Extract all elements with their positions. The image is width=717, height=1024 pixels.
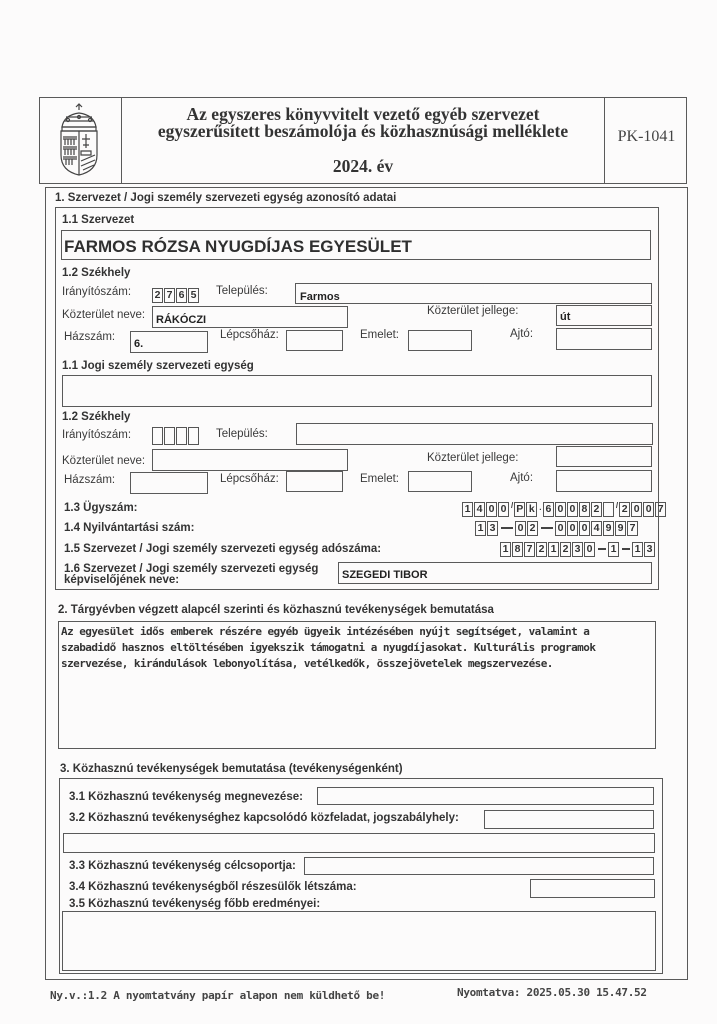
unit-zip-digit [176, 427, 187, 445]
seat-label: 1.2 Székhely [62, 267, 131, 279]
unit-stair-label: Lépcsőház: [220, 473, 279, 485]
zip-digit: 2 [152, 288, 163, 303]
door-label: Ajtó: [510, 328, 534, 340]
hungarian-coat-of-arms-icon [56, 103, 102, 177]
tax-digit: 1 [608, 542, 619, 557]
registry-digit: 0 [515, 521, 526, 536]
zip-digit: 6 [176, 288, 187, 303]
registry-number-field[interactable] [475, 520, 639, 536]
house-label: Házszám: [64, 331, 116, 343]
section2-title: 2. Tárgyévben végzett alapcél szerinti és közhasznú tevékenységek bemutatása [58, 604, 494, 616]
unit-floor-field[interactable] [408, 471, 472, 492]
case-digit: P [516, 502, 524, 515]
unit-name-field[interactable] [62, 375, 652, 407]
registry-digit: 3 [487, 521, 498, 536]
beneficiaries-field[interactable] [530, 879, 655, 898]
registry-dash [541, 527, 553, 529]
registry-digit: 1 [475, 521, 486, 536]
activities-text-line: szabadidő hasznos eltöltésében igyekszik támogatni a nyugdíjasokat. Kulturális programok [61, 641, 596, 654]
registry-dash [501, 527, 513, 529]
unit-house-field[interactable] [130, 472, 208, 494]
case-digit: 0 [555, 502, 566, 517]
tax-digit: 0 [584, 542, 595, 557]
activities-description-text [61, 624, 595, 672]
stair-label: Lépcsőház: [220, 329, 279, 341]
unit-city-field[interactable] [296, 423, 653, 445]
door-field[interactable] [556, 328, 652, 350]
registry-digit: 4 [591, 521, 602, 536]
activities-text-line: szervezése, kirándulások lebonyolítása, vetélkedők, összejövetelek megszervezése. [61, 657, 553, 670]
registry-digit: 0 [579, 521, 590, 536]
zip-digit: 5 [188, 288, 199, 303]
unit-stair-field[interactable] [286, 471, 343, 492]
case-digit: 1 [462, 502, 473, 517]
case-digit: 6 [543, 502, 554, 517]
activity-name-label: 3.1 Közhasznú tevékenység megnevezése: [69, 791, 303, 803]
tax-digit: 1 [500, 542, 511, 557]
tax-number-label: 1.5 Szervezet / Jogi személy szervezeti egység adószáma: [64, 543, 382, 555]
tax-digit: 3 [572, 542, 583, 557]
case-digit: 0 [498, 502, 509, 517]
registry-digit: 7 [627, 521, 638, 536]
zip-label: Irányítószám: [62, 286, 132, 298]
case-number-label: 1.3 Ügyszám: [64, 502, 138, 514]
stair-field[interactable] [286, 330, 343, 351]
house-value: 6. [134, 338, 144, 350]
case-digit: 2 [591, 502, 602, 517]
registry-digit: 9 [603, 521, 614, 536]
target-group-field[interactable] [304, 857, 654, 875]
unit-zip-digit [164, 427, 175, 445]
case-separator: / [511, 501, 514, 510]
results-label: 3.5 Közhasznú tevékenység főbb eredményei: [69, 898, 321, 910]
unit-street-type-field[interactable] [556, 446, 652, 467]
form-code: PK-1041 [617, 128, 676, 145]
unit-street-field[interactable] [152, 449, 348, 471]
registry-digit: 0 [555, 521, 566, 536]
tax-digit: 3 [644, 542, 655, 557]
case-digit [603, 502, 614, 517]
registry-digit: 9 [615, 521, 626, 536]
unit-seat-label: 1.2 Székhely [62, 411, 131, 423]
public-task-label: 3.2 Közhasznú tevékenységhez kapcsolódó közfeladat, jogszabályhely: [69, 812, 459, 824]
unit-zip-field[interactable] [152, 427, 200, 445]
tax-digit: 2 [536, 542, 547, 557]
target-group-label: 3.3 Közhasznú tevékenység célcsoportja: [69, 860, 296, 872]
representative-name-value: SZEGEDI TIBOR [342, 569, 428, 581]
activity-name-field[interactable] [317, 787, 654, 805]
case-digit: 7 [655, 502, 666, 517]
case-digit: 8 [579, 502, 590, 517]
city-label: Település: [216, 285, 268, 297]
beneficiaries-label: 3.4 Közhasznú tevékenységből részesülők létszáma: [69, 881, 357, 893]
case-digit: 0 [643, 502, 654, 517]
registry-digit: 2 [527, 521, 538, 536]
public-task-field[interactable] [484, 810, 654, 829]
street-type-field[interactable] [556, 305, 652, 326]
representative-label-line1: 1.6 Szervezet / Jogi személy szervezeti egység [64, 563, 319, 575]
org-label: 1.1 Szervezet [62, 214, 135, 226]
floor-field[interactable] [408, 330, 472, 351]
unit-street-label: Közterület neve: [62, 455, 146, 467]
tax-number-field[interactable] [500, 541, 656, 557]
case-digit: k [526, 502, 537, 517]
results-field[interactable] [62, 911, 656, 971]
case-digit: 2 [619, 502, 630, 517]
zip-digit: 7 [164, 288, 175, 303]
unit-city-label: Település: [216, 428, 268, 440]
unit-door-field[interactable] [556, 470, 652, 492]
case-digit: 4 [474, 502, 485, 517]
unit-zip-label: Irányítószám: [62, 429, 132, 441]
unit-floor-label: Emelet: [360, 473, 399, 485]
zip-field[interactable] [152, 287, 200, 303]
floor-label: Emelet: [360, 329, 399, 341]
tax-dash [622, 548, 630, 550]
section3-title: 3. Közhasznú tevékenységek bemutatása (tevékenységenként) [60, 763, 403, 775]
case-digit: 0 [631, 502, 642, 517]
tax-digit: 1 [632, 542, 643, 557]
tax-digit: 2 [560, 542, 571, 557]
tax-digit: 8 [512, 542, 523, 557]
unit-label: 1.1 Jogi személy szervezeti egység [62, 360, 254, 372]
unit-zip-digit [188, 427, 199, 445]
case-dot: · [539, 504, 542, 514]
unit-house-label: Házszám: [64, 474, 116, 486]
street-type-value: út [560, 311, 571, 323]
footer-notice: Ny.v.:1.2 A nyomtatvány papír alapon nem küldhető be! [50, 989, 386, 1002]
city-field[interactable] [295, 283, 652, 304]
header-year: 2024. év [332, 156, 394, 176]
unit-door-label: Ajtó: [510, 472, 534, 484]
case-number-field[interactable] [462, 501, 667, 517]
section1-title: 1. Szervezet / Jogi személy szervezeti egység azonosító adatai [55, 192, 397, 204]
tax-dash [598, 548, 606, 550]
tax-digit: 7 [524, 542, 535, 557]
footer-print-timestamp: Nyomtatva: 2025.05.30 15.47.52 [457, 986, 647, 999]
registry-number-label: 1.4 Nyilvántartási szám: [64, 522, 195, 534]
unit-zip-digit [152, 427, 163, 445]
case-digit: 0 [567, 502, 578, 517]
unit-street-type-label: Közterület jellege: [427, 452, 519, 464]
registry-digit: 0 [567, 521, 578, 536]
city-value: Farmos [300, 291, 340, 303]
public-task-continuation-field[interactable] [63, 833, 655, 853]
representative-label-line2: képviselőjének neve: [64, 574, 180, 586]
street-value: RÁKÓCZI [156, 314, 207, 326]
activities-text-line: Az egyesület idős emberek részére egyéb ügyeik intézésében nyújt segítséget, valamint a [61, 625, 590, 638]
street-type-label: Közterület jellege: [427, 305, 519, 317]
case-separator: / [615, 501, 619, 510]
header-title-line2: egyszerűsített beszámolója és közhasznúsági melléklete [157, 121, 569, 141]
org-name-value: FARMOS RÓZSA NYUGDÍJAS EGYESÜLET [64, 237, 412, 256]
header-title-line1: Az egyszeres könyvvitelt vezető egyéb szervezet [186, 104, 540, 124]
case-digit: 0 [486, 502, 497, 517]
tax-digit: 1 [548, 542, 559, 557]
street-label: Közterület neve: [62, 309, 146, 321]
